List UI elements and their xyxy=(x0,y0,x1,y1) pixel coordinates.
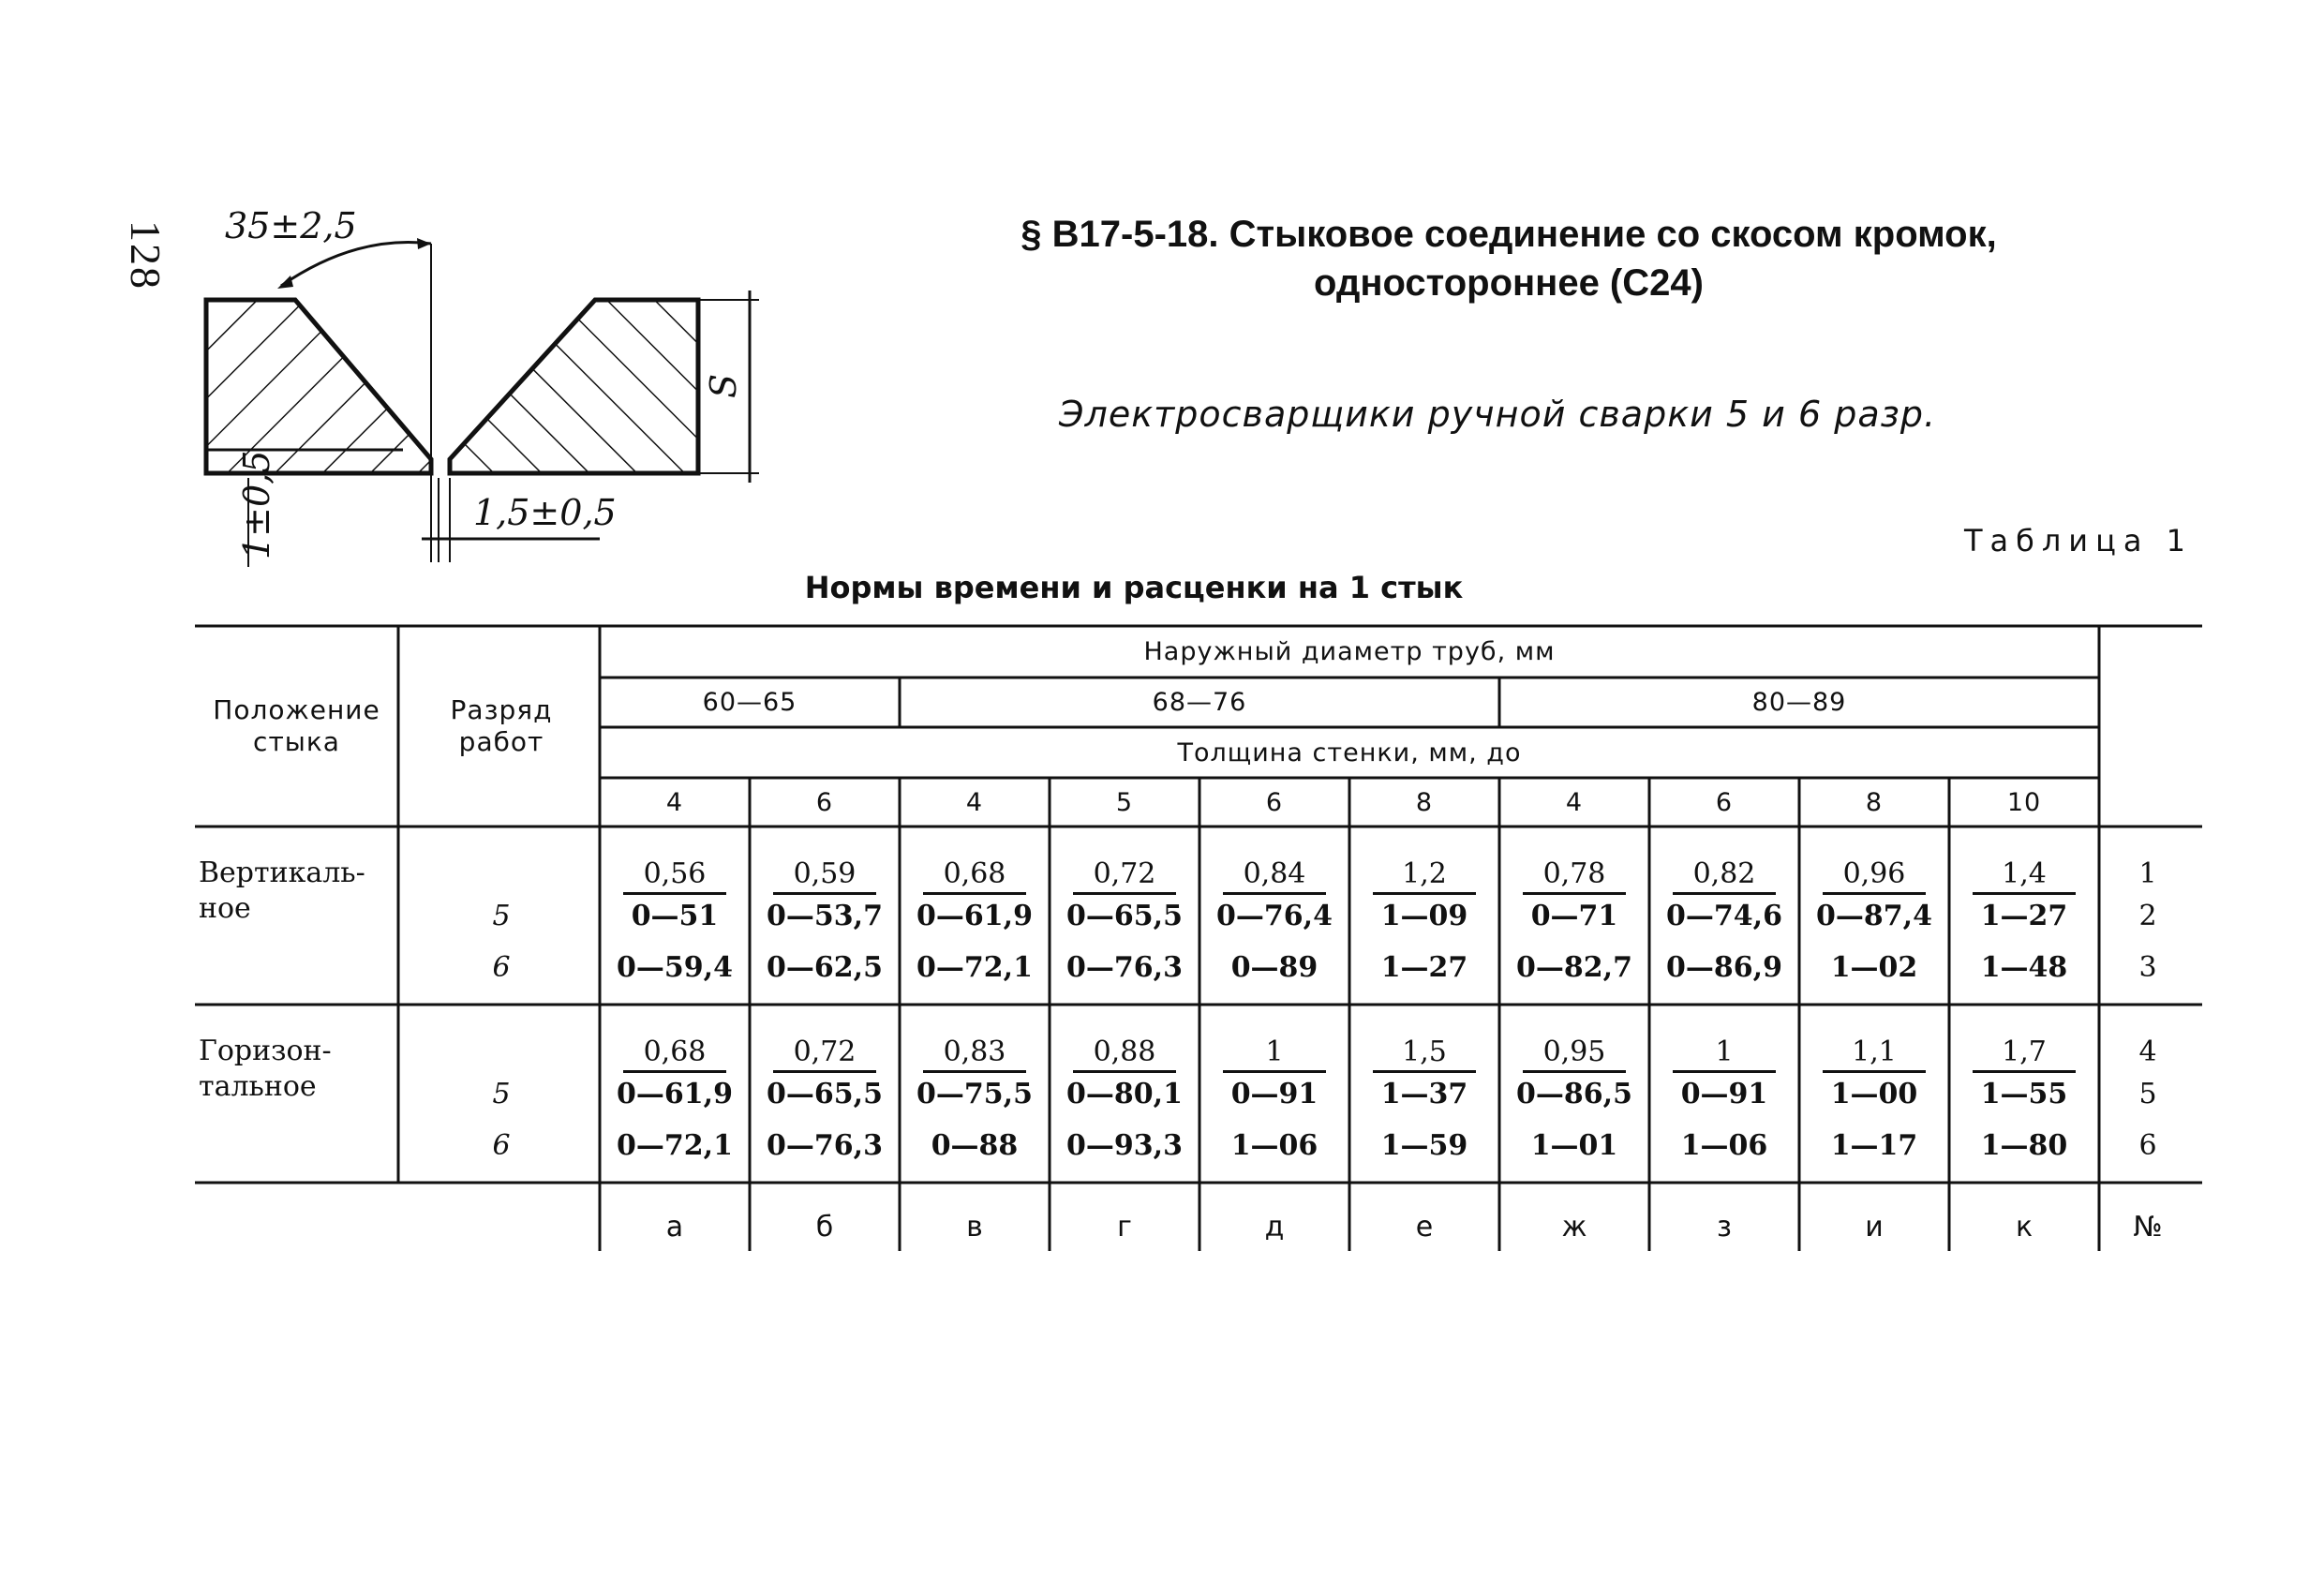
price-grade-6: 0—82,7 xyxy=(1516,951,1632,984)
row-label-vertical: Вертикаль- ное xyxy=(199,857,365,925)
time-norm: 1,4 xyxy=(1973,857,2076,895)
row-number: 1 xyxy=(2138,857,2157,890)
column-letter: з xyxy=(1717,1211,1732,1244)
header-thickness-value: 6 xyxy=(1715,787,1734,817)
time-norm: 0,68 xyxy=(623,1035,726,1073)
header-wall-thickness: Толщина стенки, мм, до xyxy=(1177,737,1522,767)
workers-subtitle: Электросварщики ручной сварки 5 и 6 разр. xyxy=(1059,394,1937,435)
right-plate xyxy=(450,300,698,473)
price-grade-6: 1—06 xyxy=(1230,1129,1318,1162)
price-grade-5: 0—76,4 xyxy=(1216,900,1333,932)
price-grade-6: 0—62,5 xyxy=(767,951,883,984)
row-number: 3 xyxy=(2138,951,2157,984)
table-caption: Нормы времени и расценки на 1 стык xyxy=(804,570,1464,605)
page-number: 128 xyxy=(122,220,170,290)
header-grade: Разряд работ xyxy=(450,694,553,757)
grade-5: 5 xyxy=(492,900,511,932)
row-number: 4 xyxy=(2138,1035,2157,1068)
price-grade-5: 0—86,5 xyxy=(1516,1078,1632,1110)
column-letter: д xyxy=(1264,1211,1285,1244)
price-grade-6: 1—80 xyxy=(1980,1129,2068,1162)
price-grade-5: 0—65,5 xyxy=(1066,900,1183,932)
price-grade-5: 0—53,7 xyxy=(767,900,883,932)
section-title-line-1: § В17-5-18. Стыковое соединение со скосом кромок, xyxy=(1020,214,1997,255)
gap-dimension: 1,5±0,5 xyxy=(473,492,617,533)
header-diameter-group: 80—89 xyxy=(1751,688,1847,717)
price-grade-6: 0—89 xyxy=(1230,951,1318,984)
column-letter: в xyxy=(966,1211,983,1244)
price-grade-6: 0—76,3 xyxy=(1066,951,1183,984)
header-thickness-value: 4 xyxy=(665,787,684,817)
price-grade-5: 0—61,9 xyxy=(617,1078,733,1110)
time-norm: 0,68 xyxy=(923,857,1026,895)
price-grade-5: 0—87,4 xyxy=(1816,900,1932,932)
price-grade-6: 1—17 xyxy=(1830,1129,1918,1162)
time-norm: 0,88 xyxy=(1073,1035,1176,1073)
time-norm: 1,1 xyxy=(1823,1035,1926,1073)
header-outer-diameter: Наружный диаметр труб, мм xyxy=(1143,637,1556,666)
grade-6: 6 xyxy=(492,1129,511,1162)
header-thickness-value: 4 xyxy=(965,787,984,817)
price-grade-5: 0—74,6 xyxy=(1666,900,1782,932)
grade-5: 5 xyxy=(492,1078,511,1110)
header-thickness-value: 8 xyxy=(1415,787,1434,817)
time-norm: 0,72 xyxy=(773,1035,876,1073)
grade-6: 6 xyxy=(492,951,511,984)
time-norm: 0,95 xyxy=(1523,1035,1626,1073)
price-grade-5: 0—65,5 xyxy=(767,1078,883,1110)
header-thickness-value: 8 xyxy=(1865,787,1884,817)
price-grade-6: 1—48 xyxy=(1980,951,2068,984)
price-grade-5: 0—61,9 xyxy=(916,900,1033,932)
price-grade-6: 0—76,3 xyxy=(767,1129,883,1162)
price-grade-6: 1—01 xyxy=(1530,1129,1618,1162)
price-grade-6: 1—59 xyxy=(1380,1129,1468,1162)
time-norm: 0,83 xyxy=(923,1035,1026,1073)
time-norm: 0,72 xyxy=(1073,857,1176,895)
time-norm: 0,82 xyxy=(1673,857,1776,895)
column-letter: ж xyxy=(1561,1211,1587,1244)
time-norm: 1 xyxy=(1673,1035,1776,1073)
header-thickness-value: 10 xyxy=(2006,787,2042,817)
row-number: 5 xyxy=(2138,1078,2157,1110)
price-grade-5: 0—51 xyxy=(631,900,719,932)
section-title xyxy=(956,210,2062,307)
price-grade-6: 0—72,1 xyxy=(617,1129,733,1162)
table-label: Таблица 1 xyxy=(1963,523,2193,559)
price-grade-5: 1—55 xyxy=(1980,1078,2068,1110)
price-grade-5: 0—71 xyxy=(1530,900,1618,932)
weld-joint-diagram xyxy=(169,197,787,590)
price-grade-6: 0—59,4 xyxy=(617,951,733,984)
header-thickness-value: 6 xyxy=(815,787,834,817)
price-grade-6: 0—93,3 xyxy=(1066,1129,1183,1162)
time-norm: 1,2 xyxy=(1373,857,1476,895)
thickness-dimension: S xyxy=(703,373,744,398)
header-diameter-group: 60—65 xyxy=(702,688,797,717)
time-norm: 0,96 xyxy=(1823,857,1926,895)
price-grade-6: 0—88 xyxy=(931,1129,1019,1162)
time-norm: 0,78 xyxy=(1523,857,1626,895)
price-grade-5: 1—37 xyxy=(1380,1078,1468,1110)
row-number: 6 xyxy=(2138,1129,2157,1162)
price-grade-6: 0—86,9 xyxy=(1666,951,1782,984)
angle-dimension: 35±2,5 xyxy=(225,205,357,246)
time-norm: 0,56 xyxy=(623,857,726,895)
column-letter: б xyxy=(815,1211,834,1244)
time-norm: 1,7 xyxy=(1973,1035,2076,1073)
row-number: 2 xyxy=(2138,900,2157,932)
number-sign: № xyxy=(2133,1211,2163,1244)
time-norm: 1,5 xyxy=(1373,1035,1476,1073)
price-grade-6: 1—02 xyxy=(1830,951,1918,984)
column-letter: к xyxy=(2015,1211,2034,1244)
price-grade-5: 0—80,1 xyxy=(1066,1078,1183,1110)
price-grade-5: 0—75,5 xyxy=(916,1078,1033,1110)
header-thickness-value: 4 xyxy=(1565,787,1584,817)
price-grade-6: 1—27 xyxy=(1380,951,1468,984)
header-thickness-value: 5 xyxy=(1115,787,1134,817)
column-letter: и xyxy=(1865,1211,1884,1244)
column-letter: е xyxy=(1415,1211,1434,1244)
price-grade-5: 0—91 xyxy=(1230,1078,1318,1110)
price-grade-5: 0—91 xyxy=(1680,1078,1768,1110)
price-grade-5: 1—00 xyxy=(1830,1078,1918,1110)
price-grade-6: 0—72,1 xyxy=(916,951,1033,984)
left-plate xyxy=(206,300,431,473)
section-title-line-2: одностороннее (С24) xyxy=(1314,262,1704,304)
time-norm: 0,84 xyxy=(1223,857,1326,895)
time-norm: 1 xyxy=(1223,1035,1326,1073)
row-label-horizontal: Горизон- тальное xyxy=(199,1035,332,1103)
header-diameter-group: 68—76 xyxy=(1152,688,1247,717)
price-grade-6: 1—06 xyxy=(1680,1129,1768,1162)
time-norm: 0,59 xyxy=(773,857,876,895)
price-grade-5: 1—09 xyxy=(1380,900,1468,932)
column-letter: а xyxy=(665,1211,684,1244)
header-position: Положение стыка xyxy=(213,694,380,757)
price-grade-5: 1—27 xyxy=(1980,900,2068,932)
column-letter: г xyxy=(1117,1211,1132,1244)
root-face-dimension: 1±0,5 xyxy=(236,450,277,559)
header-thickness-value: 6 xyxy=(1265,787,1284,817)
